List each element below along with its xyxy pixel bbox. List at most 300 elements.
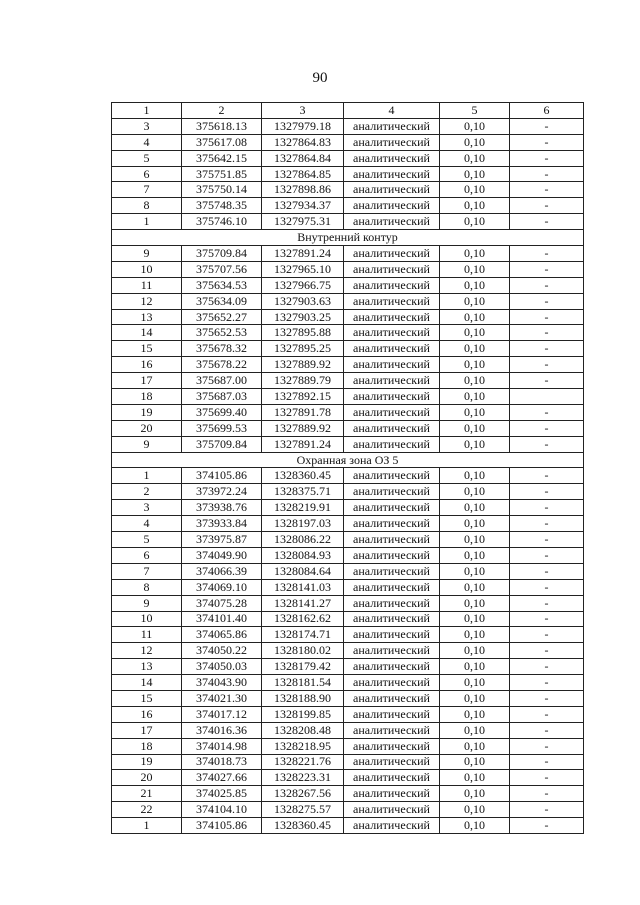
y-coordinate-cell: 1327898.86: [262, 182, 344, 198]
table-row: [112, 690, 584, 706]
note-cell: -: [510, 500, 584, 516]
y-coordinate-cell: 1328267.56: [262, 786, 344, 802]
note-cell: -: [510, 516, 584, 532]
coordinates-table: [111, 102, 584, 834]
x-coordinate-cell: 375678.22: [182, 357, 262, 373]
y-coordinate-cell: 1327892.15: [262, 389, 344, 405]
y-coordinate-cell: 1327864.84: [262, 150, 344, 166]
method-cell: аналитический: [344, 579, 440, 595]
note-cell: -: [510, 532, 584, 548]
y-coordinate-cell: 1328218.95: [262, 738, 344, 754]
point-number-cell: 18: [112, 738, 182, 754]
accuracy-cell: 0,10: [440, 436, 510, 452]
x-coordinate-cell: 375678.32: [182, 341, 262, 357]
method-cell: аналитический: [344, 547, 440, 563]
y-coordinate-cell: 1327864.85: [262, 166, 344, 182]
accuracy-cell: 0,10: [440, 627, 510, 643]
x-coordinate-cell: 375750.14: [182, 182, 262, 198]
table-row: [112, 261, 584, 277]
table-row: [112, 404, 584, 420]
y-coordinate-cell: 1328084.64: [262, 563, 344, 579]
accuracy-cell: 0,10: [440, 293, 510, 309]
y-coordinate-cell: 1328084.93: [262, 547, 344, 563]
point-number-cell: 16: [112, 357, 182, 373]
accuracy-cell: 0,10: [440, 325, 510, 341]
table-row: [112, 246, 584, 262]
note-cell: -: [510, 579, 584, 595]
x-coordinate-cell: 375709.84: [182, 436, 262, 452]
note-cell: -: [510, 134, 584, 150]
point-number-cell: 9: [112, 246, 182, 262]
method-cell: аналитический: [344, 532, 440, 548]
point-number-cell: 17: [112, 373, 182, 389]
y-coordinate-cell: 1328141.03: [262, 579, 344, 595]
note-cell: -: [510, 214, 584, 230]
method-cell: аналитический: [344, 611, 440, 627]
x-coordinate-cell: 375748.35: [182, 198, 262, 214]
table-row: [112, 150, 584, 166]
accuracy-cell: 0,10: [440, 500, 510, 516]
accuracy-cell: 0,10: [440, 659, 510, 675]
point-number-cell: 11: [112, 277, 182, 293]
note-cell: -: [510, 484, 584, 500]
note-cell: -: [510, 802, 584, 818]
table-row: [112, 277, 584, 293]
method-cell: аналитический: [344, 150, 440, 166]
note-cell: -: [510, 770, 584, 786]
point-number-cell: 20: [112, 770, 182, 786]
accuracy-cell: 0,10: [440, 214, 510, 230]
point-number-cell: 3: [112, 118, 182, 134]
point-number-cell: 14: [112, 675, 182, 691]
point-number-cell: 4: [112, 516, 182, 532]
method-cell: аналитический: [344, 595, 440, 611]
x-coordinate-cell: 375699.53: [182, 420, 262, 436]
x-coordinate-cell: 374104.10: [182, 802, 262, 818]
method-cell: аналитический: [344, 706, 440, 722]
accuracy-cell: 0,10: [440, 722, 510, 738]
method-cell: аналитический: [344, 357, 440, 373]
x-coordinate-cell: 374101.40: [182, 611, 262, 627]
accuracy-cell: 0,10: [440, 404, 510, 420]
note-cell: -: [510, 182, 584, 198]
y-coordinate-cell: 1328360.45: [262, 468, 344, 484]
table-row: [112, 818, 584, 834]
table-row: [112, 357, 584, 373]
note-cell: -: [510, 754, 584, 770]
y-coordinate-cell: 1327891.78: [262, 404, 344, 420]
accuracy-cell: 0,10: [440, 118, 510, 134]
method-cell: аналитический: [344, 373, 440, 389]
note-cell: -: [510, 404, 584, 420]
header-cell: 1: [112, 103, 182, 119]
table-row: [112, 118, 584, 134]
accuracy-cell: 0,10: [440, 277, 510, 293]
accuracy-cell: 0,10: [440, 150, 510, 166]
y-coordinate-cell: 1328197.03: [262, 516, 344, 532]
table-row: [112, 802, 584, 818]
x-coordinate-cell: 374018.73: [182, 754, 262, 770]
method-cell: аналитический: [344, 214, 440, 230]
method-cell: аналитический: [344, 134, 440, 150]
point-number-cell: 13: [112, 309, 182, 325]
table-row: [112, 500, 584, 516]
accuracy-cell: 0,10: [440, 261, 510, 277]
accuracy-cell: 0,10: [440, 738, 510, 754]
point-number-cell: 9: [112, 436, 182, 452]
method-cell: аналитический: [344, 436, 440, 452]
table-row: [112, 373, 584, 389]
section-title: Охранная зона ОЗ 5: [112, 452, 584, 468]
table-row: [112, 770, 584, 786]
accuracy-cell: 0,10: [440, 611, 510, 627]
y-coordinate-cell: 1328275.57: [262, 802, 344, 818]
note-cell: -: [510, 675, 584, 691]
y-coordinate-cell: 1327934.37: [262, 198, 344, 214]
page-number: 90: [312, 70, 328, 86]
table-header-row: [112, 103, 584, 119]
note-cell: -: [510, 547, 584, 563]
x-coordinate-cell: 375751.85: [182, 166, 262, 182]
method-cell: аналитический: [344, 500, 440, 516]
point-number-cell: 7: [112, 182, 182, 198]
y-coordinate-cell: 1328221.76: [262, 754, 344, 770]
method-cell: аналитический: [344, 325, 440, 341]
x-coordinate-cell: 374105.86: [182, 818, 262, 834]
note-cell: -: [510, 595, 584, 611]
accuracy-cell: 0,10: [440, 166, 510, 182]
method-cell: аналитический: [344, 722, 440, 738]
x-coordinate-cell: 374021.30: [182, 690, 262, 706]
point-number-cell: 19: [112, 404, 182, 420]
accuracy-cell: 0,10: [440, 389, 510, 405]
method-cell: аналитический: [344, 198, 440, 214]
table-row: [112, 134, 584, 150]
x-coordinate-cell: 375634.09: [182, 293, 262, 309]
accuracy-cell: 0,10: [440, 309, 510, 325]
note-cell: -: [510, 420, 584, 436]
x-coordinate-cell: 374043.90: [182, 675, 262, 691]
x-coordinate-cell: 373938.76: [182, 500, 262, 516]
method-cell: аналитический: [344, 118, 440, 134]
x-coordinate-cell: 374014.98: [182, 738, 262, 754]
y-coordinate-cell: 1327889.92: [262, 357, 344, 373]
y-coordinate-cell: 1328199.85: [262, 706, 344, 722]
accuracy-cell: 0,10: [440, 516, 510, 532]
table-row: [112, 436, 584, 452]
point-number-cell: 15: [112, 341, 182, 357]
y-coordinate-cell: 1328162.62: [262, 611, 344, 627]
accuracy-cell: 0,10: [440, 818, 510, 834]
header-cell: 4: [344, 103, 440, 119]
point-number-cell: 12: [112, 643, 182, 659]
y-coordinate-cell: 1327889.92: [262, 420, 344, 436]
method-cell: аналитический: [344, 643, 440, 659]
table-row: [112, 166, 584, 182]
x-coordinate-cell: 375652.27: [182, 309, 262, 325]
method-cell: аналитический: [344, 404, 440, 420]
method-cell: аналитический: [344, 420, 440, 436]
y-coordinate-cell: 1327889.79: [262, 373, 344, 389]
note-cell: -: [510, 643, 584, 659]
note-cell: -: [510, 786, 584, 802]
table-row: [112, 722, 584, 738]
method-cell: аналитический: [344, 659, 440, 675]
note-cell: -: [510, 738, 584, 754]
y-coordinate-cell: 1328219.91: [262, 500, 344, 516]
y-coordinate-cell: 1327966.75: [262, 277, 344, 293]
x-coordinate-cell: 374050.03: [182, 659, 262, 675]
method-cell: аналитический: [344, 627, 440, 643]
note-cell: -: [510, 436, 584, 452]
y-coordinate-cell: 1327903.25: [262, 309, 344, 325]
header-cell: 6: [510, 103, 584, 119]
accuracy-cell: 0,10: [440, 341, 510, 357]
table-row: [112, 468, 584, 484]
table-row: [112, 754, 584, 770]
accuracy-cell: 0,10: [440, 547, 510, 563]
accuracy-cell: 0,10: [440, 182, 510, 198]
accuracy-cell: 0,10: [440, 754, 510, 770]
point-number-cell: 5: [112, 532, 182, 548]
method-cell: аналитический: [344, 277, 440, 293]
point-number-cell: 4: [112, 134, 182, 150]
accuracy-cell: 0,10: [440, 563, 510, 579]
table-row: [112, 341, 584, 357]
point-number-cell: 16: [112, 706, 182, 722]
accuracy-cell: 0,10: [440, 246, 510, 262]
method-cell: аналитический: [344, 675, 440, 691]
y-coordinate-cell: 1328208.48: [262, 722, 344, 738]
method-cell: аналитический: [344, 293, 440, 309]
accuracy-cell: 0,10: [440, 690, 510, 706]
x-coordinate-cell: 374049.90: [182, 547, 262, 563]
point-number-cell: 2: [112, 484, 182, 500]
note-cell: -: [510, 166, 584, 182]
note-cell: -: [510, 198, 584, 214]
x-coordinate-cell: 374066.39: [182, 563, 262, 579]
y-coordinate-cell: 1327965.10: [262, 261, 344, 277]
y-coordinate-cell: 1327891.24: [262, 436, 344, 452]
y-coordinate-cell: 1327864.83: [262, 134, 344, 150]
x-coordinate-cell: 375642.15: [182, 150, 262, 166]
point-number-cell: 10: [112, 261, 182, 277]
method-cell: аналитический: [344, 309, 440, 325]
accuracy-cell: 0,10: [440, 420, 510, 436]
y-coordinate-cell: 1327975.31: [262, 214, 344, 230]
accuracy-cell: 0,10: [440, 373, 510, 389]
table-row: [112, 547, 584, 563]
table-row: [112, 325, 584, 341]
table-row: [112, 293, 584, 309]
x-coordinate-cell: 375746.10: [182, 214, 262, 230]
method-cell: аналитический: [344, 770, 440, 786]
y-coordinate-cell: 1328375.71: [262, 484, 344, 500]
accuracy-cell: 0,10: [440, 484, 510, 500]
section-header-row: [112, 452, 584, 468]
point-number-cell: 1: [112, 468, 182, 484]
note-cell: -: [510, 627, 584, 643]
accuracy-cell: 0,10: [440, 786, 510, 802]
section-header-row: [112, 230, 584, 246]
point-number-cell: 8: [112, 579, 182, 595]
method-cell: аналитический: [344, 341, 440, 357]
accuracy-cell: 0,10: [440, 532, 510, 548]
x-coordinate-cell: 375634.53: [182, 277, 262, 293]
table-row: [112, 484, 584, 500]
method-cell: аналитический: [344, 754, 440, 770]
table-row: [112, 659, 584, 675]
note-cell: -: [510, 118, 584, 134]
point-number-cell: 1: [112, 214, 182, 230]
note-cell: -: [510, 468, 584, 484]
point-number-cell: 6: [112, 166, 182, 182]
point-number-cell: 19: [112, 754, 182, 770]
point-number-cell: 9: [112, 595, 182, 611]
x-coordinate-cell: 374050.22: [182, 643, 262, 659]
y-coordinate-cell: 1327895.25: [262, 341, 344, 357]
accuracy-cell: 0,10: [440, 675, 510, 691]
x-coordinate-cell: 374027.66: [182, 770, 262, 786]
y-coordinate-cell: 1328180.02: [262, 643, 344, 659]
method-cell: аналитический: [344, 738, 440, 754]
note-cell: -: [510, 261, 584, 277]
x-coordinate-cell: 373933.84: [182, 516, 262, 532]
table-row: [112, 214, 584, 230]
x-coordinate-cell: 375687.00: [182, 373, 262, 389]
note-cell: -: [510, 706, 584, 722]
table-row: [112, 389, 584, 405]
accuracy-cell: 0,10: [440, 802, 510, 818]
x-coordinate-cell: 375709.84: [182, 246, 262, 262]
table-row: [112, 786, 584, 802]
x-coordinate-cell: 374016.36: [182, 722, 262, 738]
note-cell: -: [510, 659, 584, 675]
table-row: [112, 516, 584, 532]
table-row: [112, 198, 584, 214]
point-number-cell: 22: [112, 802, 182, 818]
x-coordinate-cell: 374025.85: [182, 786, 262, 802]
y-coordinate-cell: 1328086.22: [262, 532, 344, 548]
note-cell: -: [510, 325, 584, 341]
table-row: [112, 611, 584, 627]
x-coordinate-cell: 375617.08: [182, 134, 262, 150]
point-number-cell: 12: [112, 293, 182, 309]
note-cell: [510, 389, 584, 405]
table-row: [112, 675, 584, 691]
point-number-cell: 14: [112, 325, 182, 341]
point-number-cell: 15: [112, 690, 182, 706]
note-cell: -: [510, 341, 584, 357]
point-number-cell: 6: [112, 547, 182, 563]
table-row: [112, 532, 584, 548]
note-cell: -: [510, 150, 584, 166]
note-cell: -: [510, 818, 584, 834]
y-coordinate-cell: 1327903.63: [262, 293, 344, 309]
method-cell: аналитический: [344, 182, 440, 198]
y-coordinate-cell: 1328179.42: [262, 659, 344, 675]
x-coordinate-cell: 375687.03: [182, 389, 262, 405]
table-row: [112, 643, 584, 659]
note-cell: -: [510, 277, 584, 293]
x-coordinate-cell: 374069.10: [182, 579, 262, 595]
note-cell: -: [510, 309, 584, 325]
note-cell: -: [510, 246, 584, 262]
method-cell: аналитический: [344, 786, 440, 802]
point-number-cell: 8: [112, 198, 182, 214]
x-coordinate-cell: 374105.86: [182, 468, 262, 484]
point-number-cell: 18: [112, 389, 182, 405]
accuracy-cell: 0,10: [440, 468, 510, 484]
y-coordinate-cell: 1328174.71: [262, 627, 344, 643]
table-row: [112, 627, 584, 643]
point-number-cell: 3: [112, 500, 182, 516]
y-coordinate-cell: 1328188.90: [262, 690, 344, 706]
table-row: [112, 738, 584, 754]
accuracy-cell: 0,10: [440, 198, 510, 214]
accuracy-cell: 0,10: [440, 579, 510, 595]
y-coordinate-cell: 1327979.18: [262, 118, 344, 134]
section-title: Внутренний контур: [112, 230, 584, 246]
table-row: [112, 563, 584, 579]
x-coordinate-cell: 374065.86: [182, 627, 262, 643]
header-cell: 2: [182, 103, 262, 119]
point-number-cell: 17: [112, 722, 182, 738]
method-cell: аналитический: [344, 818, 440, 834]
x-coordinate-cell: 375707.56: [182, 261, 262, 277]
method-cell: аналитический: [344, 516, 440, 532]
method-cell: аналитический: [344, 246, 440, 262]
accuracy-cell: 0,10: [440, 706, 510, 722]
accuracy-cell: 0,10: [440, 595, 510, 611]
method-cell: аналитический: [344, 690, 440, 706]
x-coordinate-cell: 373975.87: [182, 532, 262, 548]
accuracy-cell: 0,10: [440, 770, 510, 786]
accuracy-cell: 0,10: [440, 134, 510, 150]
note-cell: -: [510, 563, 584, 579]
method-cell: аналитический: [344, 468, 440, 484]
table-row: [112, 579, 584, 595]
x-coordinate-cell: 374017.12: [182, 706, 262, 722]
method-cell: аналитический: [344, 563, 440, 579]
method-cell: аналитический: [344, 484, 440, 500]
header-cell: 5: [440, 103, 510, 119]
accuracy-cell: 0,10: [440, 357, 510, 373]
header-cell: 3: [262, 103, 344, 119]
y-coordinate-cell: 1328141.27: [262, 595, 344, 611]
point-number-cell: 1: [112, 818, 182, 834]
y-coordinate-cell: 1328223.31: [262, 770, 344, 786]
accuracy-cell: 0,10: [440, 643, 510, 659]
note-cell: -: [510, 373, 584, 389]
x-coordinate-cell: 373972.24: [182, 484, 262, 500]
x-coordinate-cell: 375652.53: [182, 325, 262, 341]
table-row: [112, 595, 584, 611]
method-cell: аналитический: [344, 802, 440, 818]
note-cell: -: [510, 611, 584, 627]
method-cell: аналитический: [344, 389, 440, 405]
note-cell: -: [510, 690, 584, 706]
note-cell: -: [510, 722, 584, 738]
method-cell: аналитический: [344, 166, 440, 182]
table-row: [112, 182, 584, 198]
point-number-cell: 5: [112, 150, 182, 166]
y-coordinate-cell: 1328360.45: [262, 818, 344, 834]
table-row: [112, 706, 584, 722]
note-cell: -: [510, 293, 584, 309]
x-coordinate-cell: 375699.40: [182, 404, 262, 420]
point-number-cell: 21: [112, 786, 182, 802]
